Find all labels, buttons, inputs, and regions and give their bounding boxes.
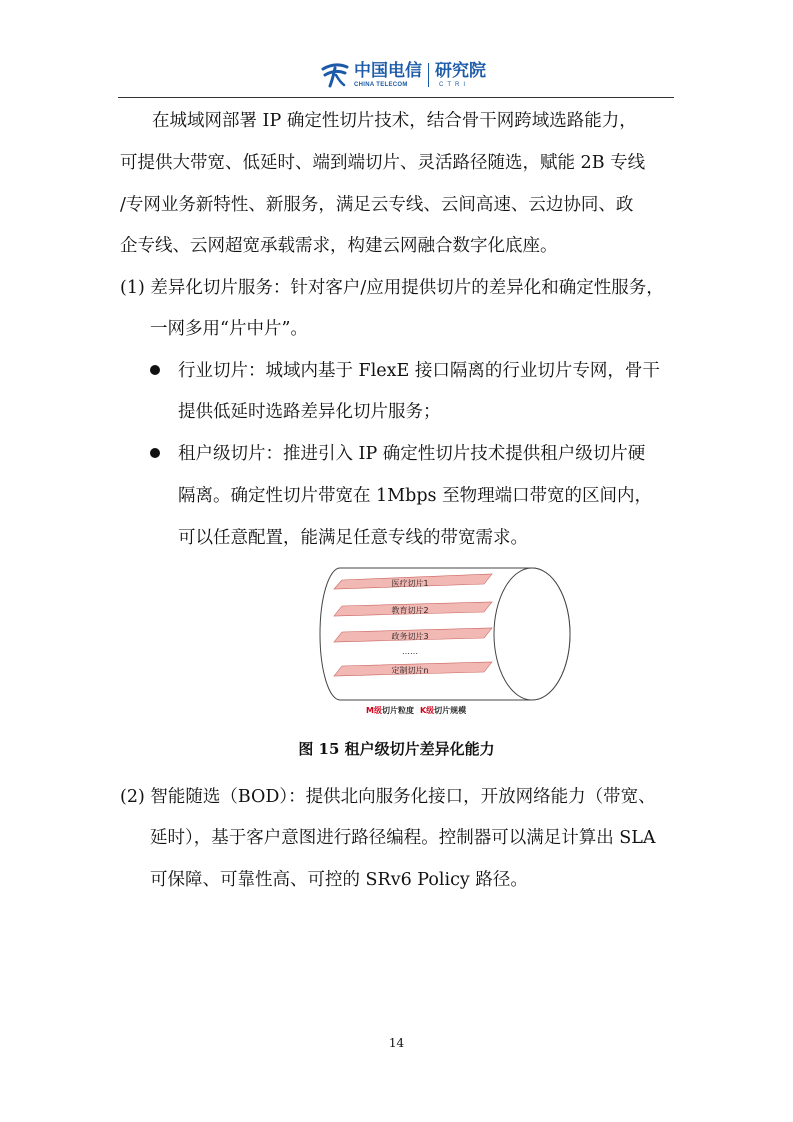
- slicing-diagram: [312, 562, 574, 720]
- bullet-line: 可以任意配置，能满足任意专线的带宽需求。: [178, 528, 528, 548]
- page-number: 14: [388, 1036, 405, 1050]
- logo-english-text: CHINA TELECOM: [354, 81, 408, 88]
- figure-caption: 图 15 租户级切片差异化能力: [298, 740, 495, 758]
- bullet-line: 租户级切片：推进引入 IP 确定性切片技术提供租户级切片硬: [178, 444, 646, 464]
- bullet-icon: [150, 365, 160, 375]
- slice-label: 政务切片3: [391, 632, 429, 641]
- paragraph-line: /专网业务新特性、新服务，满足云专线、云间高速、云边协同、政: [120, 195, 634, 215]
- list-item-line: 可保障、可靠性高、可控的 SRv6 Policy 路径。: [150, 870, 528, 890]
- institute-chinese-text: 研究院: [435, 60, 486, 81]
- legend-k-text: 切片规模: [434, 706, 467, 715]
- legend-m: M级: [366, 706, 382, 715]
- slice-label: 教育切片2: [391, 606, 429, 615]
- bullet-line: 行业切片：城域内基于 FlexE 接口隔离的行业切片专网，骨干: [178, 361, 660, 381]
- paragraph-line: 可提供大带宽、低延时、端到端切片、灵活路径随选，赋能 2B 专线: [120, 153, 646, 173]
- paragraph-line: 企专线、云网超宽承载需求，构建云网融合数字化底座。: [120, 236, 558, 256]
- list-item-line: 延时），基于客户意图进行路径编程。控制器可以满足计算出 SLA: [150, 828, 656, 848]
- slice-label: 定制切片n: [391, 666, 429, 675]
- legend-m-text: 切片粒度: [381, 706, 414, 715]
- institute-english-text: CTRI: [439, 81, 469, 88]
- china-telecom-logo: [320, 58, 486, 92]
- page-header: [0, 0, 793, 100]
- bullet-line: 隔离。确定性切片带宽在 1Mbps 至物理端口带宽的区间内，: [178, 486, 653, 506]
- list-item-line: 一网多用“片中片”。: [150, 319, 308, 339]
- china-telecom-emblem-icon: [320, 60, 350, 90]
- slice-label: 医疗切片1: [391, 579, 429, 588]
- logo-chinese-text: 中国电信: [354, 60, 422, 81]
- tenant-slicing-figure: [312, 562, 574, 720]
- logo-divider: [428, 63, 429, 87]
- bullet-line: 提供低延时选路差异化切片服务；: [178, 402, 441, 422]
- slice-ellipsis: ……: [402, 647, 418, 656]
- bullet-icon: [150, 448, 160, 458]
- paragraph-line: 在城域网部署 IP 确定性切片技术，结合骨干网跨域选路能力，: [152, 111, 637, 131]
- legend-text: [366, 705, 467, 715]
- list-item-heading: (2) 智能随选（BOD）：提供北向服务化接口，开放网络能力（带宽、: [120, 787, 656, 807]
- list-item-heading: (1) 差异化切片服务：针对客户/应用提供切片的差异化和确定性服务，: [120, 278, 664, 298]
- legend-k: K级: [419, 706, 435, 715]
- header-rule: [118, 97, 674, 98]
- cylinder-end: [494, 568, 570, 700]
